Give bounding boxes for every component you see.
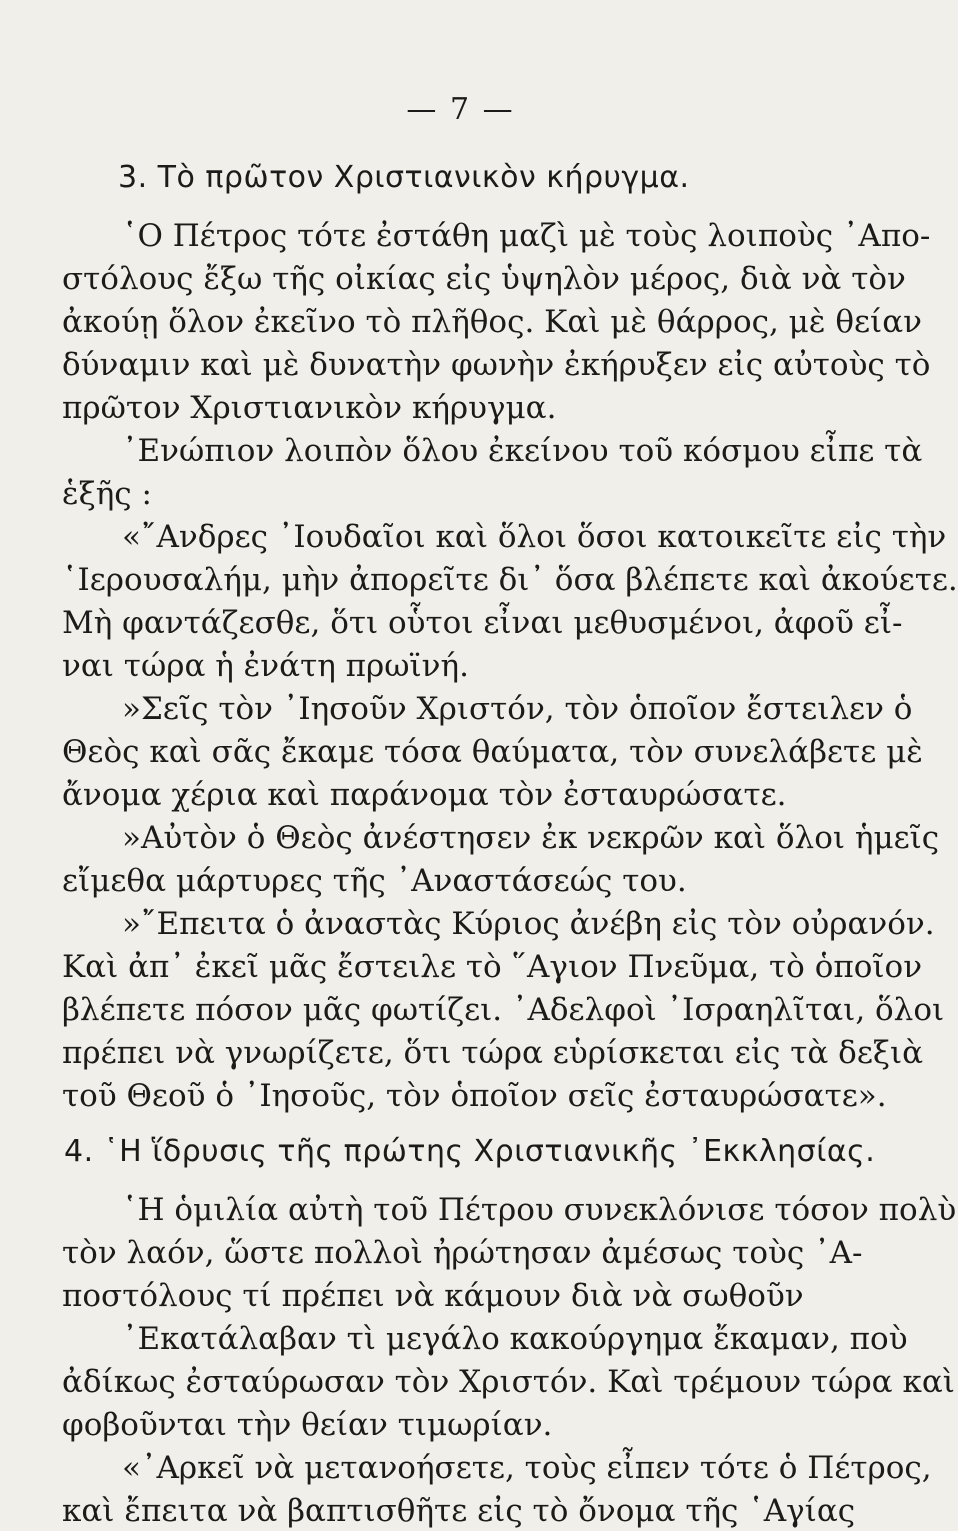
paragraph-line: ῾Ο Πέτρος τότε ἐστάθη μαζὶ μὲ τοὺς λοιποὺς ᾿Απο- xyxy=(122,218,931,254)
paragraph-line: δύναμιν καὶ μὲ δυνατὴν φωνὴν ἐκήρυξεν εἰς αὐτοὺς τὸ xyxy=(62,347,931,383)
paragraph-line: ἄνομα χέρια καὶ παράνομα τὸν ἐσταυρώσατε. xyxy=(62,777,787,813)
paragraph-line: εἴμεθα μάρτυρες τῆς ᾿Αναστάσεώς του. xyxy=(62,863,687,899)
paragraph-line: ναι τώρα ἡ ἐνάτη πρωϊνή. xyxy=(62,648,469,684)
paragraph-line: «῎Ανδρες ᾿Ιουδαῖοι καὶ ὅλοι ὅσοι κατοικεῖτε εἰς τὴν xyxy=(122,519,947,555)
paragraph-line: ἀδίκως ἐσταύρωσαν τὸν Χριστόν. Καὶ τρέμουν τώρα καὶ xyxy=(62,1364,955,1400)
paragraph-line: Μὴ φαντάζεσθε, ὅτι οὗτοι εἶναι μεθυσμένοι, ἀφοῦ εἶ- xyxy=(62,605,903,641)
paragraph-line: »Σεῖς τὸν ᾿Ιησοῦν Χριστόν, τὸν ὁποῖον ἔστειλεν ὁ xyxy=(122,691,913,727)
section-4-heading xyxy=(64,1134,875,1169)
paragraph-line: τοῦ Θεοῦ ὁ ᾿Ιησοῦς, τὸν ὁποῖον σεῖς ἐσταυρώσατε». xyxy=(62,1078,887,1114)
paragraph-line: ἑξῆς : xyxy=(62,476,152,512)
paragraph-line: ἀκούῃ ὅλον ἐκεῖνο τὸ πλῆθος. Καὶ μὲ θάρρος, μὲ θείαν xyxy=(62,304,922,340)
paragraph-line: Καὶ ἀπ᾿ ἐκεῖ μᾶς ἔστειλε τὸ ῞Αγιον Πνεῦμα, τὸ ὁποῖον xyxy=(62,949,923,985)
paragraph-line: ῾Η ὁμιλία αὐτὴ τοῦ Πέτρου συνεκλόνισε τόσον πολὺ xyxy=(122,1192,957,1228)
paragraph-line: ᾿Εκατάλαβαν τὶ μεγάλο κακούργημα ἔκαμαν, ποὺ xyxy=(122,1321,908,1357)
paragraph-line: ποστόλους τί πρέπει νὰ κάμουν διὰ νὰ σωθοῦν xyxy=(62,1278,804,1314)
paragraph-line: ᾿Ενώπιον λοιπὸν ὅλου ἐκείνου τοῦ κόσμου εἶπε τὰ xyxy=(122,433,923,469)
paragraph-line: φοβοῦνται τὴν θείαν τιμωρίαν. xyxy=(62,1407,553,1443)
paragraph-line: «᾿Αρκεῖ νὰ μετανοήσετε, τοὺς εἶπεν τότε ὁ Πέτρος, xyxy=(122,1450,932,1486)
paragraph-line: στόλους ἔξω τῆς οἰκίας εἰς ὑψηλὸν μέρος, διὰ νὰ τὸν xyxy=(62,261,906,297)
paragraph-line: »῎Επειτα ὁ ἀναστὰς Κύριος ἀνέβη εἰς τὸν οὐρανόν. xyxy=(122,906,935,942)
section-4-number: 4. xyxy=(64,1134,94,1169)
paragraph-line: »Αὐτὸν ὁ Θεὸς ἀνέστησεν ἐκ νεκρῶν καὶ ὅλοι ἡμεῖς xyxy=(122,820,940,856)
page-number: — 7 — xyxy=(406,92,515,127)
paragraph-line: Θεὸς καὶ σᾶς ἔκαμε τόσα θαύματα, τὸν συνελάβετε μὲ xyxy=(62,734,923,770)
paragraph-line: καὶ ἔπειτα νὰ βαπτισθῆτε εἰς τὸ ὄνομα τῆς ῾Αγίας xyxy=(62,1493,856,1529)
paragraph-line: τὸν λαόν, ὥστε πολλοὶ ἠρώτησαν ἀμέσως τοὺς ᾿Α- xyxy=(62,1235,863,1271)
section-3-number: 3. xyxy=(118,160,148,195)
paragraph-line: πρέπει νὰ γνωρίζετε, ὅτι τώρα εὑρίσκεται εἰς τὰ δεξιὰ xyxy=(62,1035,924,1071)
section-4-title: ῾Η ἵδρυσις τῆς πρώτης Χριστιανικῆς ᾿Εκκλησίας. xyxy=(103,1134,876,1169)
paragraph-line: πρῶτον Χριστιανικὸν κήρυγμα. xyxy=(62,390,557,426)
paragraph-line: ῾Ιερουσαλήμ, μὴν ἀπορεῖτε δι᾿ ὅσα βλέπετε καὶ ἀκούετε. xyxy=(62,562,958,598)
section-3-heading xyxy=(118,160,690,195)
paragraph-line: βλέπετε πόσον μᾶς φωτίζει. ᾿Αδελφοὶ ᾿Ισραηλῖται, ὅλοι xyxy=(62,992,945,1028)
section-3-title: Τὸ πρῶτον Χριστιανικὸν κήρυγμα. xyxy=(157,160,690,195)
